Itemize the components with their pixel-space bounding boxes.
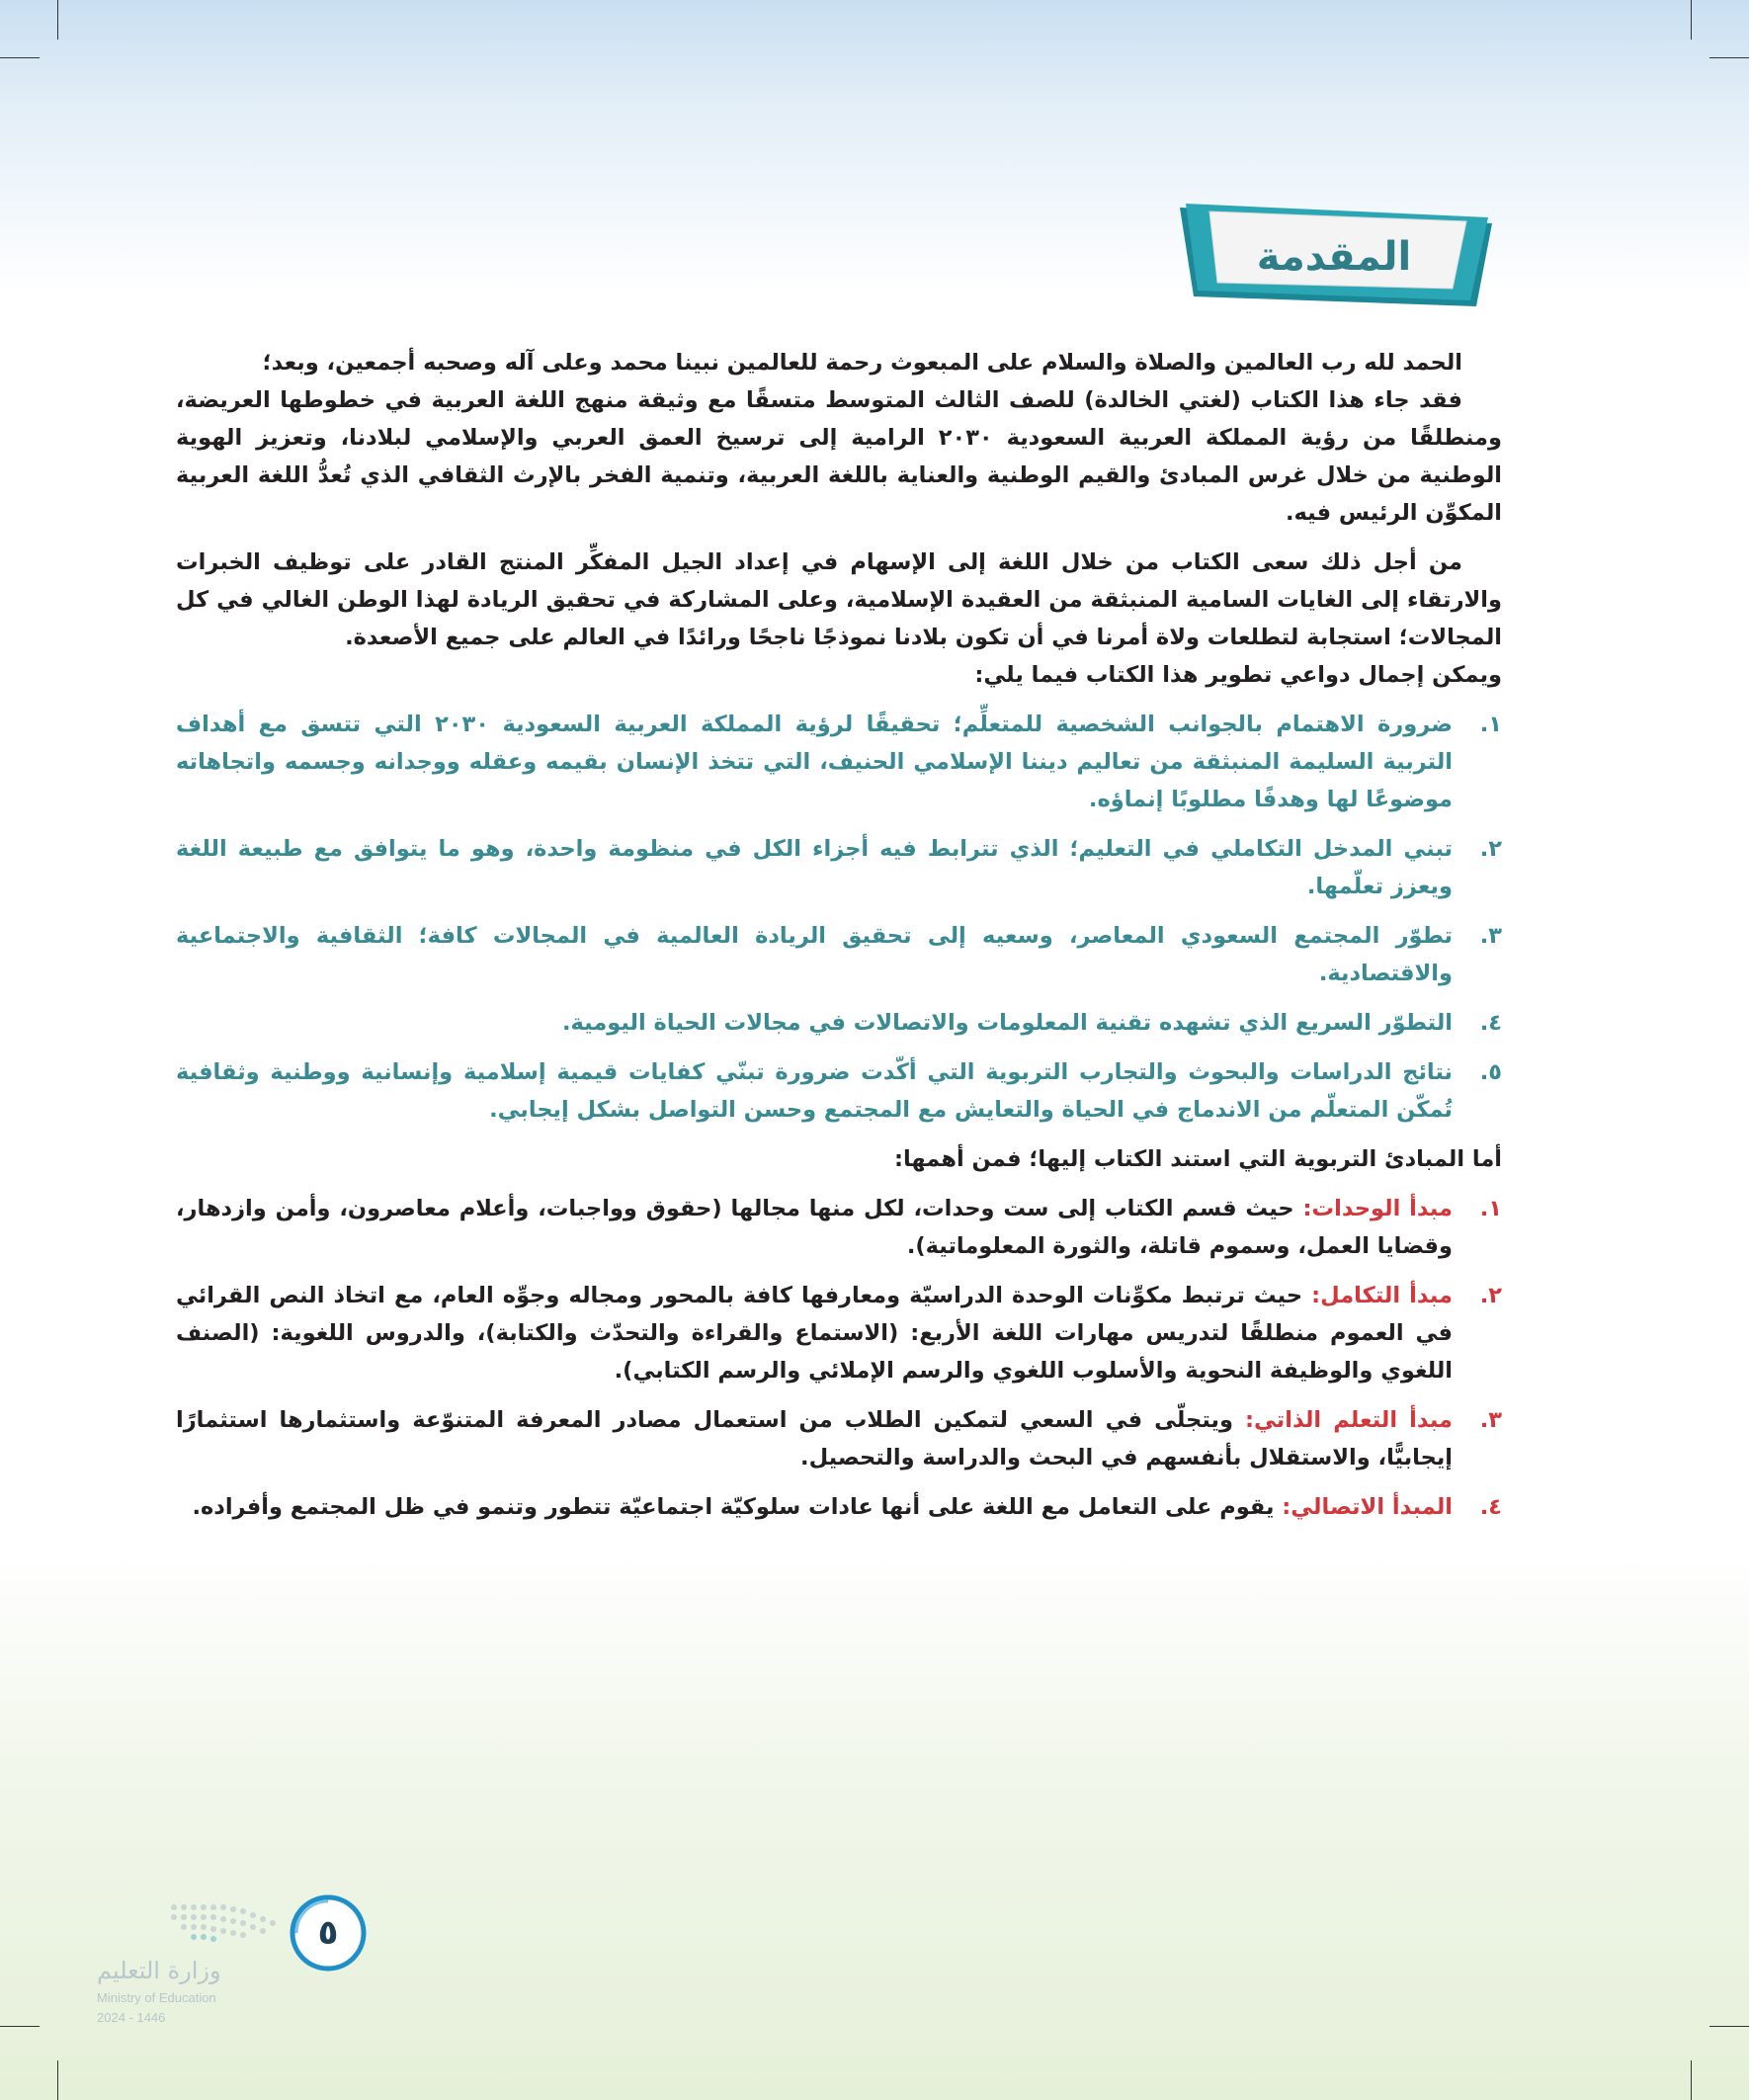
item-number: ٢. — [1479, 1283, 1502, 1308]
item-text: يقوم على التعامل مع اللغة على أنها عادات سلوكيّة اجتماعيّة تتطور وتنمو في ظل المجتمع وأفراده. — [192, 1494, 1283, 1520]
intro-paragraph-2: من أجل ذلك سعى الكتاب من خلال اللغة إلى الإسهام في إعداد الجيل المفكِّر المنتج القادر على توظيف الخبرات والارتقاء إلى الغايات السامية المنبثقة من العقيدة الإسلامية، وعلى المشاركة في تحقيق الريادة لهذا الوطن الغالي في كل المجالات؛ استجابة لتطلعات ولاة أمرنا في أن تكون بلادنا نموذجًا ناجحًا ورائدًا في العالم على جميع الأصعدة. — [176, 549, 1502, 650]
item-text: تطوّر المجتمع السعودي المعاصر، وسعيه إلى تحقيق الريادة العالمية في المجالات كافة؛ الثقافية والاجتماعية والاقتصادية. — [176, 923, 1453, 986]
ministry-year: 2024 - 1446 — [97, 2010, 166, 2025]
item-text: ويتجلّى في السعي لتمكين الطلاب من استعمال مصادر المعرفة المتنوّعة واستثمارها استثمارًا إيجابيًّا، والاستقلال بأنفسهم في البحث والدراسة والتحصيل. — [176, 1407, 1453, 1470]
crop-mark — [1691, 0, 1692, 40]
list-item — [176, 706, 1502, 818]
page-title: المقدمة — [1256, 234, 1412, 280]
item-number: ٤. — [1479, 1494, 1502, 1520]
crop-mark — [0, 57, 40, 58]
ministry-name-arabic: وزارة التعليم — [97, 1957, 221, 1984]
item-number: ٤. — [1479, 1010, 1502, 1036]
list-item — [176, 830, 1502, 905]
crop-mark — [57, 0, 58, 40]
crop-mark — [1691, 2060, 1692, 2100]
opening-line: الحمد لله رب العالمين والصلاة والسلام على المبعوث رحمة للعالمين نبينا محمد وعلى آله وصحبه أجمعين، وبعد؛ — [262, 350, 1462, 376]
item-text: التطوّر السريع الذي تشهده تقنية المعلومات والاتصالات في مجالات الحياة اليومية. — [561, 1010, 1453, 1036]
intro-paragraph-1: فقد جاء هذا الكتاب (لغتي الخالدة) للصف الثالث المتوسط متسقًا مع وثيقة منهج اللغة العربية في خطوطها العريضة، ومنطلقًا من رؤية المملكة العربية السعودية ٢٠٣٠ الرامية إلى ترسيخ العمق العربي والإسلامي لبلادنا، وتعزيز الهوية الوطنية من خلال غرس المبادئ والقيم الوطنية والعناية باللغة العربية، وتنمية الفخر بالإرث الثقافي الذي تُعدُّ اللغة العربية المكوِّن الرئيس فيه. — [176, 387, 1502, 526]
principles-list — [176, 1190, 1502, 1526]
item-text: ضرورة الاهتمام بالجوانب الشخصية للمتعلِّم؛ تحقيقًا لرؤية المملكة العربية السعودية ٢٠٣٠ التي تتسق مع أهداف التربية السليمة المنبثقة من تعاليم ديننا الإسلامي الحنيف، التي تتخذ الإنسان بقيمه وعقله ووجدانه وجسمه واتجاهاته موضوعًا لها وهدفًا مطلوبًا إنماؤه. — [176, 712, 1453, 812]
ministry-logo-icon — [168, 1897, 287, 1947]
item-number: ٢. — [1479, 836, 1502, 862]
list-item — [176, 917, 1502, 992]
item-text: حيث قسم الكتاب إلى ست وحدات، لكل منها مجالها (حقوق وواجبات، وأعلام معاصرون، وأمن وازدهار، وقضايا العمل، وسموم قاتلة، والثورة المعلوماتية). — [176, 1196, 1453, 1259]
item-number: ٣. — [1479, 1407, 1502, 1433]
crop-mark — [57, 2060, 58, 2100]
crop-mark — [0, 2026, 40, 2027]
motives-lead: ويمكن إجمال دواعي تطوير هذا الكتاب فيما يلي: — [974, 662, 1502, 688]
list-item — [176, 1004, 1502, 1042]
list-item — [176, 1488, 1502, 1526]
principle-label: المبدأ الاتصالي: — [1282, 1494, 1453, 1520]
item-text: حيث ترتبط مكوِّنات الوحدة الدراسيّة ومعارفها كافة بالمحور ومجاله وجوِّه العام، مع اتخاذ النص القرائي في العموم منطلقًا لتدريس مهارات اللغة الأربع: (الاستماع والقراءة والتحدّث والكتابة)، والدروس اللغوية: (الصنف اللغوي والوظيفة النحوية والأسلوب اللغوي والرسم الإملائي والرسم الكتابي). — [176, 1283, 1453, 1384]
item-text: نتائج الدراسات والبحوث والتجارب التربوية التي أكّدت ضرورة تبنّي كفايات قيمية إسلامية وإنسانية ووطنية وثقافية تُمكّن المتعلّم من الاندماج في الحياة والتعايش مع المجتمع وحسن التواصل بشكل إيجابي. — [176, 1059, 1453, 1123]
motives-list — [176, 706, 1502, 1129]
item-number: ٥. — [1479, 1059, 1502, 1085]
item-number: ١. — [1479, 1196, 1502, 1221]
document-body — [176, 344, 1502, 1538]
item-text: تبني المدخل التكاملي في التعليم؛ الذي تترابط فيه أجزاء الكل في منظومة واحدة، وهو ما يتوافق مع طبيعة اللغة ويعزز تعلّمها. — [176, 836, 1453, 899]
list-item — [176, 1053, 1502, 1129]
ministry-name-english: Ministry of Education — [97, 1990, 216, 2005]
principle-label: مبدأ التكامل: — [1311, 1283, 1453, 1308]
principle-label: مبدأ التعلم الذاتي: — [1245, 1407, 1453, 1433]
list-item — [176, 1190, 1502, 1265]
page-number: ٥ — [317, 1913, 339, 1953]
crop-mark — [1709, 57, 1749, 58]
item-number: ١. — [1479, 712, 1502, 737]
item-number: ٣. — [1479, 923, 1502, 949]
principles-lead: أما المبادئ التربوية التي استند الكتاب إليها؛ فمن أهمها: — [893, 1146, 1502, 1172]
list-item — [176, 1401, 1502, 1476]
crop-mark — [1709, 2026, 1749, 2027]
principle-label: مبدأ الوحدات: — [1302, 1196, 1453, 1221]
list-item — [176, 1277, 1502, 1389]
